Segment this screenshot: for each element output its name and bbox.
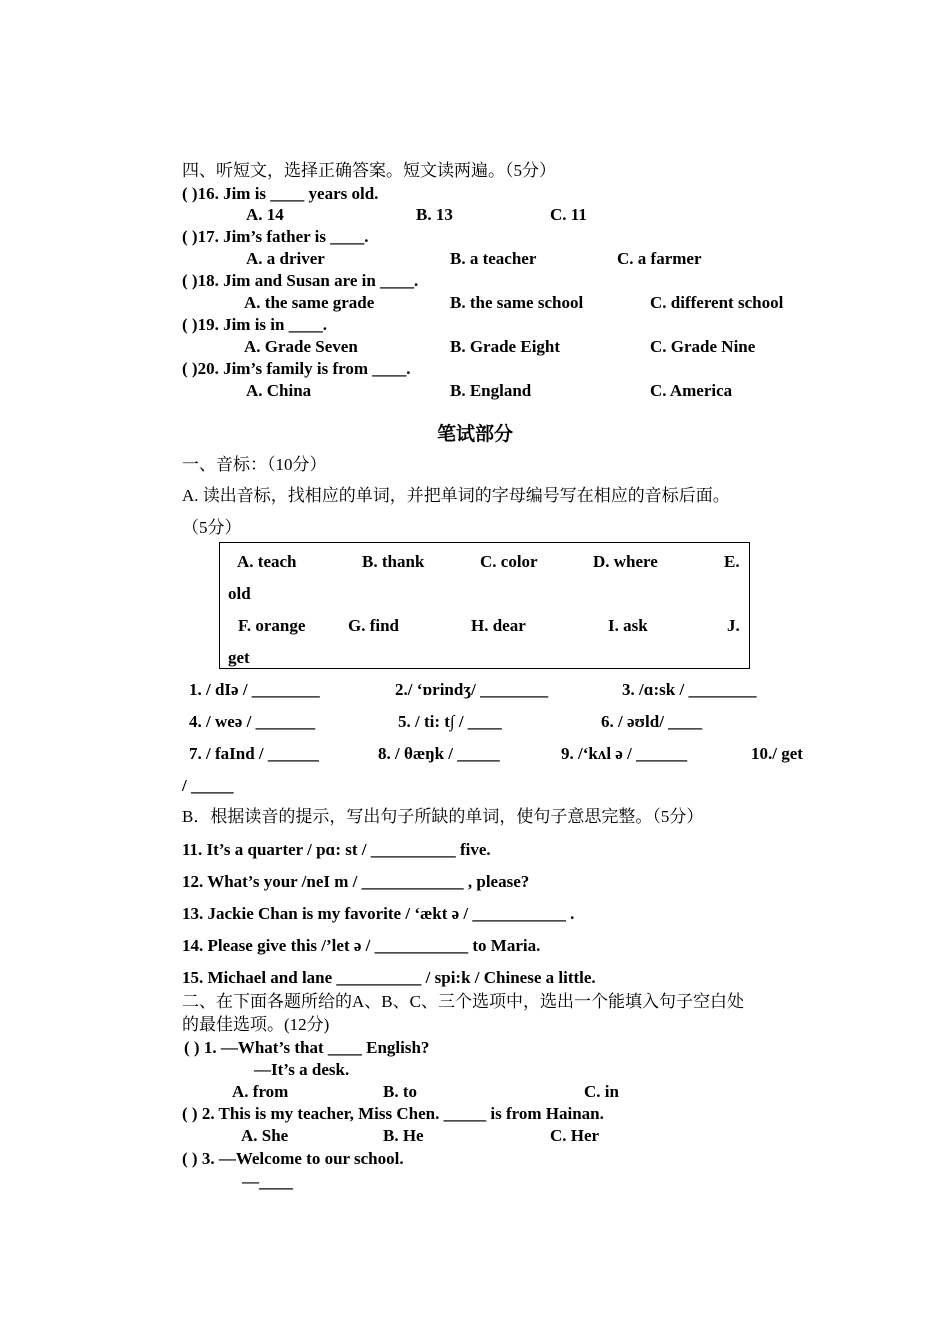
written-title: 笔试部分 bbox=[436, 424, 513, 445]
